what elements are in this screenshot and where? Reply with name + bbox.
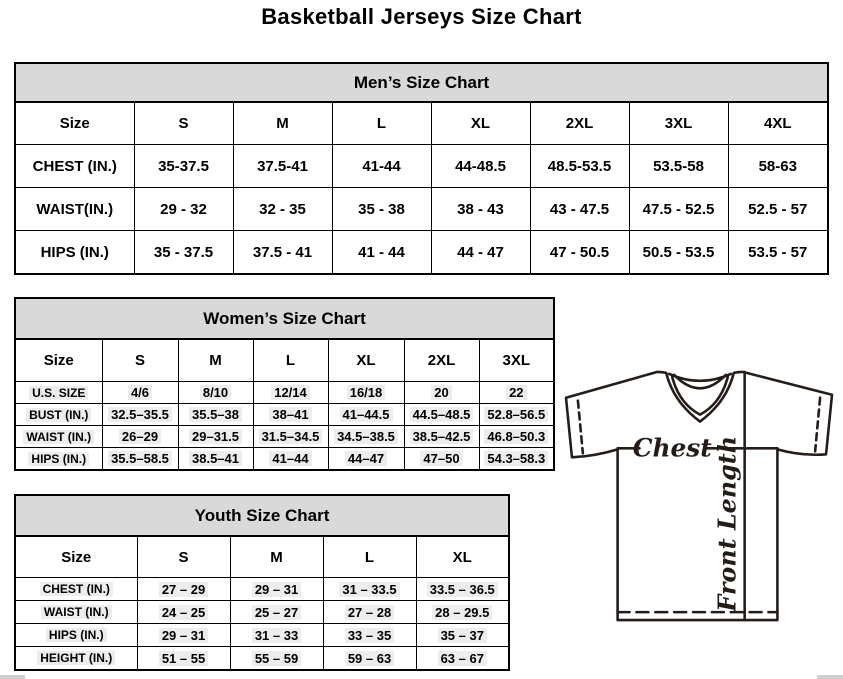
column-header: 4XL bbox=[728, 102, 828, 145]
column-header: 3XL bbox=[629, 102, 728, 145]
column-header: XL bbox=[416, 536, 509, 578]
table-cell: 28 – 29.5 bbox=[416, 601, 509, 624]
table-cell: 53.5-58 bbox=[629, 145, 728, 188]
column-header-row bbox=[15, 102, 828, 145]
column-header-row bbox=[15, 339, 554, 382]
row-label: CHEST (IN.) bbox=[15, 578, 137, 601]
table-cell: 35 - 38 bbox=[332, 188, 431, 231]
table-row bbox=[15, 382, 554, 404]
table-cell: 29 – 31 bbox=[137, 624, 230, 647]
row-label: WAIST(IN.) bbox=[15, 188, 134, 231]
table-cell: 38 - 43 bbox=[431, 188, 530, 231]
column-header: M bbox=[178, 339, 253, 382]
table-cell: 33 – 35 bbox=[323, 624, 416, 647]
table-row bbox=[15, 231, 828, 275]
table-cell: 44-48.5 bbox=[431, 145, 530, 188]
column-header: S bbox=[134, 102, 233, 145]
column-header: L bbox=[253, 339, 328, 382]
table-cell: 32.5–35.5 bbox=[102, 404, 178, 426]
table-cell: 38.5–42.5 bbox=[404, 426, 479, 448]
table-cell: 54.3–58.3 bbox=[479, 448, 554, 471]
table-cell: 41–44 bbox=[253, 448, 328, 471]
table-row bbox=[15, 188, 828, 231]
table-cell: 20 bbox=[404, 382, 479, 404]
table-cell: 59 – 63 bbox=[323, 647, 416, 671]
front-length-label: Front Length bbox=[713, 435, 742, 612]
column-header: S bbox=[102, 339, 178, 382]
column-header: M bbox=[230, 536, 323, 578]
scrollbar-fragment-left[interactable] bbox=[0, 675, 25, 679]
left-cuff-stitch-line bbox=[578, 401, 583, 454]
scrollbar-fragment-right[interactable] bbox=[817, 675, 843, 679]
page-title: Basketball Jerseys Size Chart bbox=[261, 4, 582, 29]
table-title-row bbox=[15, 298, 554, 339]
row-label: HIPS (IN.) bbox=[15, 231, 134, 275]
table-row bbox=[15, 624, 509, 647]
table-cell: 27 – 29 bbox=[137, 578, 230, 601]
table-cell: 38.5–41 bbox=[178, 448, 253, 471]
table-cell: 55 – 59 bbox=[230, 647, 323, 671]
column-header: L bbox=[332, 102, 431, 145]
table-cell: 29 - 32 bbox=[134, 188, 233, 231]
table-row bbox=[15, 426, 554, 448]
table-cell: 52.8–56.5 bbox=[479, 404, 554, 426]
table-cell: 4/6 bbox=[102, 382, 178, 404]
table-cell: 29–31.5 bbox=[178, 426, 253, 448]
row-label: CHEST (IN.) bbox=[15, 145, 134, 188]
table-row bbox=[15, 647, 509, 671]
column-header: Size bbox=[15, 536, 137, 578]
table-cell: 35 – 37 bbox=[416, 624, 509, 647]
table-row bbox=[15, 601, 509, 624]
womens-size-table bbox=[14, 297, 555, 471]
table-cell: 38–41 bbox=[253, 404, 328, 426]
table-cell: 37.5-41 bbox=[233, 145, 332, 188]
table-cell: 43 - 47.5 bbox=[530, 188, 629, 231]
row-label: HIPS (IN.) bbox=[15, 448, 102, 471]
table-cell: 37.5 - 41 bbox=[233, 231, 332, 275]
table-row bbox=[15, 145, 828, 188]
table-cell: 47.5 - 52.5 bbox=[629, 188, 728, 231]
youth-size-table bbox=[14, 494, 510, 671]
table-cell: 44–47 bbox=[328, 448, 404, 471]
table-cell: 33.5 – 36.5 bbox=[416, 578, 509, 601]
table-cell: 51 – 55 bbox=[137, 647, 230, 671]
row-label: HEIGHT (IN.) bbox=[15, 647, 137, 671]
row-label: WAIST (IN.) bbox=[15, 601, 137, 624]
table-cell: 50.5 - 53.5 bbox=[629, 231, 728, 275]
column-header: Size bbox=[15, 102, 134, 145]
table-title-row bbox=[15, 495, 509, 536]
table-cell: 52.5 - 57 bbox=[728, 188, 828, 231]
table-cell: 35.5–58.5 bbox=[102, 448, 178, 471]
row-label: WAIST (IN.) bbox=[15, 426, 102, 448]
table-cell: 53.5 - 57 bbox=[728, 231, 828, 275]
table-cell: 31 – 33 bbox=[230, 624, 323, 647]
mens-size-table bbox=[14, 62, 829, 275]
column-header: L bbox=[323, 536, 416, 578]
table-cell: 35-37.5 bbox=[134, 145, 233, 188]
table-cell: 27 – 28 bbox=[323, 601, 416, 624]
right-cuff-stitch-line bbox=[815, 398, 820, 452]
table-cell: 44.5–48.5 bbox=[404, 404, 479, 426]
table-cell: 47 - 50.5 bbox=[530, 231, 629, 275]
column-header: XL bbox=[328, 339, 404, 382]
table-cell: 31.5–34.5 bbox=[253, 426, 328, 448]
table-cell: 26–29 bbox=[102, 426, 178, 448]
column-header: 3XL bbox=[479, 339, 554, 382]
table-cell: 41-44 bbox=[332, 145, 431, 188]
table-cell: 31 – 33.5 bbox=[323, 578, 416, 601]
table-cell: 32 - 35 bbox=[233, 188, 332, 231]
table-cell: 29 – 31 bbox=[230, 578, 323, 601]
table-cell: 8/10 bbox=[178, 382, 253, 404]
column-header: XL bbox=[431, 102, 530, 145]
table-row bbox=[15, 578, 509, 601]
table-cell: 12/14 bbox=[253, 382, 328, 404]
table-cell: 48.5-53.5 bbox=[530, 145, 629, 188]
row-label: BUST (IN.) bbox=[15, 404, 102, 426]
vneck-inner-line bbox=[672, 377, 728, 415]
column-header: 2XL bbox=[530, 102, 629, 145]
table-row bbox=[15, 404, 554, 426]
jersey-outline-shape bbox=[566, 372, 832, 620]
table-cell: 25 – 27 bbox=[230, 601, 323, 624]
table-title-row bbox=[15, 63, 828, 102]
mens-table-title: Men’s Size Chart bbox=[15, 63, 828, 102]
table-cell: 24 – 25 bbox=[137, 601, 230, 624]
table-cell: 35.5–38 bbox=[178, 404, 253, 426]
column-header: M bbox=[233, 102, 332, 145]
chest-label: Chest bbox=[632, 433, 712, 463]
table-cell: 34.5–38.5 bbox=[328, 426, 404, 448]
column-header: Size bbox=[15, 339, 102, 382]
jersey-measurement-diagram bbox=[556, 360, 842, 628]
youth-table-title: Youth Size Chart bbox=[15, 495, 509, 536]
table-cell: 35 - 37.5 bbox=[134, 231, 233, 275]
row-label: HIPS (IN.) bbox=[15, 624, 137, 647]
table-cell: 41 - 44 bbox=[332, 231, 431, 275]
table-row bbox=[15, 448, 554, 471]
table-cell: 44 - 47 bbox=[431, 231, 530, 275]
table-cell: 16/18 bbox=[328, 382, 404, 404]
table-cell: 46.8–50.3 bbox=[479, 426, 554, 448]
row-label: U.S. SIZE bbox=[15, 382, 102, 404]
table-cell: 41–44.5 bbox=[328, 404, 404, 426]
womens-table-title: Women’s Size Chart bbox=[15, 298, 554, 339]
table-cell: 22 bbox=[479, 382, 554, 404]
column-header: S bbox=[137, 536, 230, 578]
table-cell: 63 – 67 bbox=[416, 647, 509, 671]
table-cell: 47–50 bbox=[404, 448, 479, 471]
column-header-row bbox=[15, 536, 509, 578]
column-header: 2XL bbox=[404, 339, 479, 382]
table-cell: 58-63 bbox=[728, 145, 828, 188]
